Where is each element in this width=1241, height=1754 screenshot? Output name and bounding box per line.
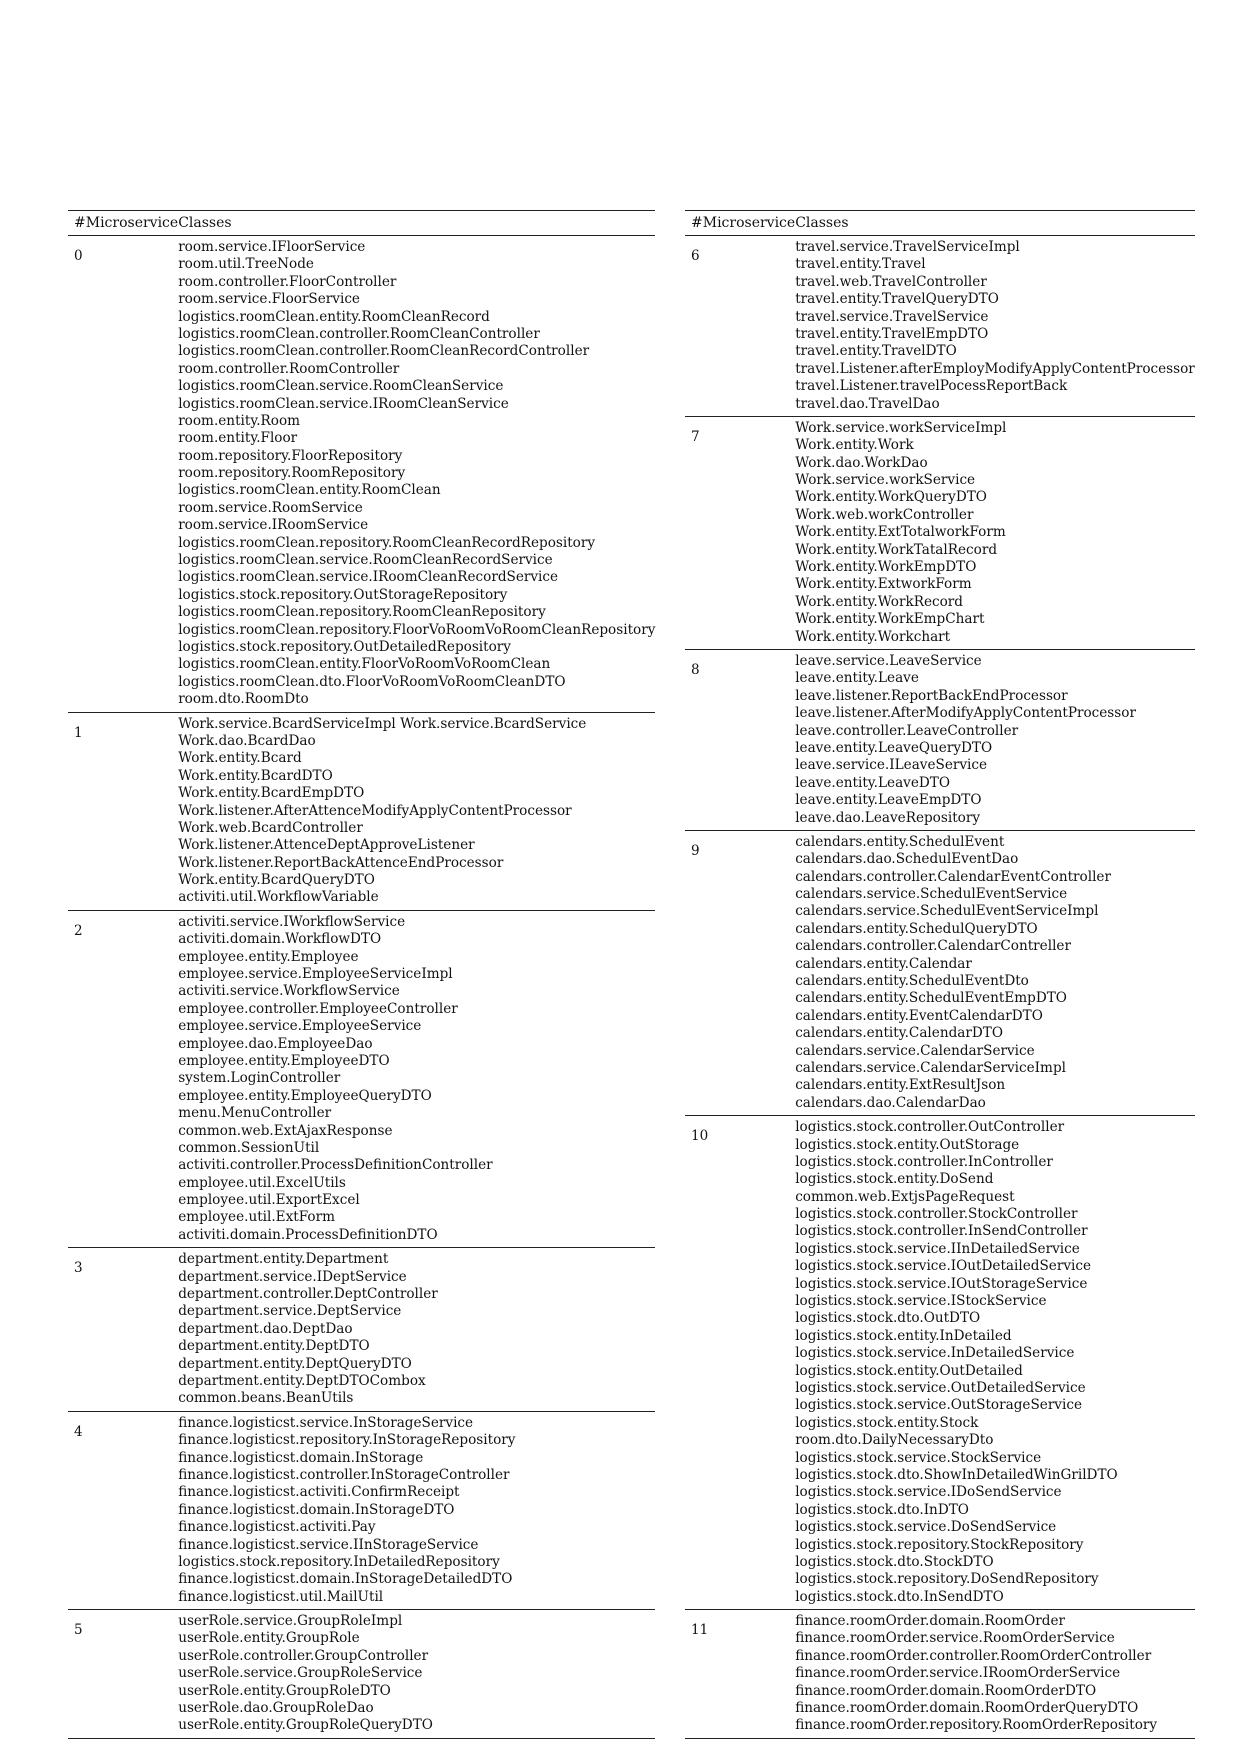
class-name: menu.MenuController bbox=[178, 1105, 332, 1122]
class-name: department.entity.Department bbox=[178, 1251, 389, 1268]
microservice-table-left bbox=[68, 210, 655, 1739]
class-name: Work.listener.ReportBackAttenceEndProcessor bbox=[178, 854, 504, 871]
class-name: leave.dao.LeaveRepository bbox=[795, 809, 981, 826]
microservice-id: 0 bbox=[74, 248, 83, 264]
class-name: Work.dao.WorkDao bbox=[795, 454, 928, 471]
class-name: logistics.stock.service.OutStorageService bbox=[795, 1397, 1082, 1414]
class-name: finance.logisticst.domain.InStorageDetailedDTO bbox=[178, 1571, 513, 1588]
class-name: userRole.entity.GroupRole bbox=[178, 1630, 360, 1647]
class-list bbox=[178, 1411, 655, 1609]
class-name: travel.Listener.afterEmployModifyApplyContentProcessor bbox=[795, 360, 1195, 377]
class-name: calendars.service.CalendarService bbox=[795, 1042, 1035, 1059]
class-list bbox=[178, 1610, 655, 1739]
class-name: room.controller.FloorController bbox=[178, 273, 397, 290]
header-classes: Classes bbox=[178, 215, 232, 231]
microservice-id: 8 bbox=[691, 661, 700, 678]
class-name: room.entity.Room bbox=[178, 412, 301, 429]
class-name: Work.service.workService bbox=[795, 472, 976, 489]
class-name: leave.entity.LeaveDTO bbox=[795, 774, 951, 791]
class-name: logistics.roomClean.service.IRoomCleanService bbox=[178, 395, 509, 412]
microservice-id: 1 bbox=[74, 724, 83, 741]
class-name: userRole.service.GroupRoleImpl bbox=[178, 1613, 403, 1630]
class-name: room.service.IFloorService bbox=[178, 239, 366, 255]
class-name: logistics.roomClean.service.RoomCleanRecordService bbox=[178, 552, 553, 569]
microservice-row bbox=[685, 830, 1195, 1115]
class-name: logistics.stock.controller.OutController bbox=[795, 1119, 1065, 1136]
class-name: activiti.service.WorkflowService bbox=[178, 983, 400, 1000]
class-name: logistics.roomClean.service.RoomCleanService bbox=[178, 378, 504, 395]
class-name: employee.util.ExportExcel bbox=[178, 1192, 360, 1209]
class-name: employee.entity.Employee bbox=[178, 948, 359, 965]
microservice-row bbox=[685, 236, 1195, 417]
microservice-row bbox=[685, 416, 1195, 649]
class-name: logistics.stock.repository.StockRepository bbox=[795, 1536, 1084, 1553]
class-name: system.LoginController bbox=[178, 1070, 341, 1087]
class-name: employee.service.EmployeeService bbox=[178, 1018, 422, 1035]
class-name: logistics.stock.entity.OutDetailed bbox=[795, 1362, 1023, 1379]
class-name: Work.service.BcardServiceImpl Work.service.BcardService bbox=[178, 715, 587, 732]
class-name: userRole.service.GroupRoleService bbox=[178, 1665, 423, 1682]
class-name: logistics.stock.repository.DoSendRepository bbox=[795, 1571, 1099, 1588]
class-name: calendars.service.CalendarServiceImpl bbox=[795, 1059, 1066, 1076]
class-name: travel.entity.TravelQueryDTO bbox=[795, 291, 999, 308]
class-name: logistics.stock.service.DoSendService bbox=[795, 1519, 1057, 1536]
class-list bbox=[178, 910, 655, 1247]
class-name: calendars.entity.SchedulEventEmpDTO bbox=[795, 990, 1067, 1007]
class-name: leave.listener.AfterModifyApplyContentProcessor bbox=[795, 705, 1136, 722]
class-name: logistics.stock.service.OutDetailedService bbox=[795, 1380, 1086, 1396]
class-name: leave.listener.ReportBackEndProcessor bbox=[795, 687, 1068, 704]
class-name: employee.controller.EmployeeController bbox=[178, 1000, 458, 1017]
class-name: logistics.stock.service.IStockService bbox=[795, 1293, 1047, 1310]
microservice-id: 6 bbox=[691, 248, 700, 264]
class-name: calendars.entity.ExtResultJson bbox=[795, 1077, 1006, 1094]
class-name: common.web.ExtAjaxResponse bbox=[178, 1122, 393, 1139]
microservice-id: 5 bbox=[74, 1622, 83, 1639]
class-name: logistics.stock.service.IOutStorageService bbox=[795, 1275, 1088, 1292]
microservice-row bbox=[685, 649, 1195, 830]
class-name: logistics.roomClean.dto.FloorVoRoomVoRoomCleanDTO bbox=[178, 673, 566, 690]
class-name: Work.listener.AfterAttenceModifyApplyContentProcessor bbox=[178, 802, 572, 819]
class-name: calendars.entity.Calendar bbox=[795, 955, 972, 972]
class-name: department.entity.DeptDTO bbox=[178, 1338, 370, 1355]
class-name: finance.roomOrder.domain.RoomOrderDTO bbox=[795, 1682, 1097, 1699]
class-name: employee.util.ExtForm bbox=[178, 1209, 335, 1226]
table-header-row bbox=[68, 211, 655, 236]
class-name: logistics.stock.controller.InSendController bbox=[795, 1223, 1088, 1240]
class-name: common.beans.BeanUtils bbox=[178, 1390, 354, 1407]
class-name: logistics.stock.dto.InDTO bbox=[795, 1501, 969, 1518]
class-name: employee.dao.EmployeeDao bbox=[178, 1035, 373, 1052]
microservice-row bbox=[68, 712, 655, 910]
class-name: calendars.service.SchedulEventService bbox=[795, 886, 1068, 903]
class-name: userRole.entity.GroupRoleDTO bbox=[178, 1682, 391, 1699]
class-name: Work.entity.ExtworkForm bbox=[795, 576, 972, 593]
class-name: calendars.service.SchedulEventServiceImpl bbox=[795, 903, 1099, 920]
class-name: logistics.stock.controller.InController bbox=[795, 1153, 1053, 1170]
class-name: Work.entity.BcardDTO bbox=[178, 767, 333, 784]
microservice-table-right bbox=[685, 210, 1195, 1739]
class-list bbox=[795, 830, 1195, 1115]
microservice-row bbox=[68, 910, 655, 1247]
class-name: logistics.stock.entity.OutStorage bbox=[795, 1136, 1020, 1153]
class-name: logistics.stock.dto.StockDTO bbox=[795, 1553, 994, 1570]
class-name: finance.logisticst.domain.InStorage bbox=[178, 1449, 424, 1466]
class-name: finance.logisticst.service.InStorageService bbox=[178, 1414, 474, 1431]
class-name: logistics.stock.controller.StockController bbox=[795, 1206, 1078, 1223]
class-name: logistics.roomClean.controller.RoomCleanController bbox=[178, 325, 540, 342]
class-name: Work.web.workController bbox=[795, 506, 974, 523]
class-name: finance.logisticst.activiti.ConfirmReceipt bbox=[178, 1484, 460, 1501]
class-name: department.service.IDeptService bbox=[178, 1268, 407, 1285]
class-name: room.service.FloorService bbox=[178, 291, 360, 308]
class-name: calendars.entity.SchedulQueryDTO bbox=[795, 920, 1038, 937]
microservice-id: 10 bbox=[691, 1128, 709, 1145]
class-name: leave.entity.LeaveEmpDTO bbox=[795, 792, 982, 809]
class-name: userRole.controller.GroupController bbox=[178, 1647, 429, 1664]
class-name: common.SessionUtil bbox=[178, 1139, 320, 1156]
microservice-row bbox=[68, 1411, 655, 1609]
class-name: logistics.roomClean.repository.RoomCleanRecordRepository bbox=[178, 534, 596, 551]
class-name: leave.entity.LeaveQueryDTO bbox=[795, 739, 993, 756]
class-name: department.service.DeptService bbox=[178, 1303, 402, 1320]
class-name: logistics.stock.dto.ShowInDetailedWinGrilDTO bbox=[795, 1466, 1118, 1483]
class-name: calendars.dao.SchedulEventDao bbox=[795, 851, 1019, 868]
class-name: room.dto.DailyNecessaryDto bbox=[795, 1432, 994, 1449]
microservice-row bbox=[68, 236, 655, 713]
class-name: room.service.IRoomService bbox=[178, 517, 369, 534]
class-name: logistics.roomClean.entity.FloorVoRoomVoRoomClean bbox=[178, 656, 551, 673]
class-list bbox=[178, 1248, 655, 1412]
class-name: room.service.RoomService bbox=[178, 499, 363, 516]
class-name: logistics.stock.service.IInDetailedService bbox=[795, 1240, 1080, 1257]
class-name: finance.roomOrder.service.IRoomOrderService bbox=[795, 1665, 1121, 1682]
class-name: employee.entity.EmployeeDTO bbox=[178, 1052, 390, 1069]
class-name: logistics.stock.entity.Stock bbox=[795, 1414, 979, 1431]
class-name: logistics.roomClean.controller.RoomCleanRecordController bbox=[178, 343, 590, 360]
class-name: travel.Listener.travelPocessReportBack bbox=[795, 378, 1068, 395]
class-name: logistics.stock.service.InDetailedService bbox=[795, 1345, 1075, 1362]
microservice-row bbox=[685, 1610, 1195, 1739]
class-name: logistics.stock.repository.OutStorageRepository bbox=[178, 586, 508, 603]
class-name: finance.roomOrder.domain.RoomOrderQueryDTO bbox=[795, 1700, 1139, 1717]
class-name: employee.entity.EmployeeQueryDTO bbox=[178, 1087, 432, 1104]
class-list bbox=[795, 236, 1195, 417]
class-name: activiti.service.IWorkflowService bbox=[178, 913, 406, 930]
microservice-id: 3 bbox=[74, 1260, 83, 1277]
class-name: activiti.domain.WorkflowDTO bbox=[178, 931, 382, 948]
class-name: Work.entity.Workchart bbox=[795, 628, 951, 645]
class-list bbox=[795, 416, 1195, 649]
class-name: activiti.domain.ProcessDefinitionDTO bbox=[178, 1226, 438, 1243]
microservice-row bbox=[68, 1248, 655, 1412]
class-name: logistics.stock.service.IOutDetailedService bbox=[795, 1258, 1092, 1275]
class-name: calendars.controller.CalendarEventController bbox=[795, 868, 1111, 885]
class-name: Work.web.BcardController bbox=[178, 819, 363, 836]
class-name: room.repository.RoomRepository bbox=[178, 465, 406, 482]
class-name: finance.logisticst.activiti.Pay bbox=[178, 1519, 376, 1536]
class-name: finance.logisticst.repository.InStorageRepository bbox=[178, 1432, 516, 1449]
class-name: Work.entity.BcardQueryDTO bbox=[178, 872, 375, 889]
class-name: room.util.TreeNode bbox=[178, 256, 314, 273]
table-header-row bbox=[685, 211, 1195, 236]
class-list bbox=[795, 1610, 1195, 1739]
class-name: leave.service.LeaveService bbox=[795, 652, 982, 669]
class-name: activiti.util.WorkflowVariable bbox=[178, 889, 379, 906]
class-name: logistics.roomClean.entity.RoomClean bbox=[178, 482, 441, 499]
class-name: logistics.stock.dto.OutDTO bbox=[795, 1310, 981, 1327]
class-name: finance.roomOrder.controller.RoomOrderController bbox=[795, 1647, 1152, 1664]
class-name: Work.entity.WorkEmpChart bbox=[795, 611, 985, 628]
class-name: room.entity.Floor bbox=[178, 430, 298, 447]
class-name: finance.logisticst.controller.InStorageController bbox=[178, 1466, 510, 1483]
table-body bbox=[685, 236, 1195, 1739]
microservice-id: 4 bbox=[74, 1423, 83, 1440]
class-list bbox=[178, 712, 655, 910]
class-name: department.dao.DeptDao bbox=[178, 1320, 353, 1337]
class-name: logistics.stock.repository.OutDetailedRepository bbox=[178, 638, 511, 655]
class-name: Work.dao.BcardDao bbox=[178, 732, 316, 749]
class-list bbox=[795, 1116, 1195, 1610]
class-name: logistics.stock.service.StockService bbox=[795, 1449, 1042, 1466]
class-name: finance.roomOrder.service.RoomOrderService bbox=[795, 1630, 1115, 1647]
class-name: calendars.entity.SchedulEvent bbox=[795, 833, 1005, 850]
class-name: travel.service.TravelService bbox=[795, 308, 989, 325]
class-name: finance.logisticst.domain.InStorageDTO bbox=[178, 1501, 455, 1518]
class-name: Work.entity.Work bbox=[795, 437, 914, 454]
class-name: Work.entity.WorkQueryDTO bbox=[795, 489, 987, 506]
class-name: travel.entity.TravelEmpDTO bbox=[795, 325, 989, 342]
class-name: calendars.controller.CalendarContreller bbox=[795, 938, 1071, 955]
class-name: finance.roomOrder.repository.RoomOrderRepository bbox=[795, 1717, 1158, 1734]
class-list bbox=[178, 236, 655, 713]
class-name: Work.entity.Bcard bbox=[178, 750, 302, 767]
class-name: travel.web.TravelController bbox=[795, 273, 987, 290]
microservice-row bbox=[685, 1116, 1195, 1610]
class-name: Work.listener.AttenceDeptApproveListener bbox=[178, 837, 475, 854]
header-microservice: #Microservice bbox=[74, 215, 179, 231]
class-name: travel.entity.TravelDTO bbox=[795, 343, 957, 360]
class-name: logistics.stock.dto.InSendDTO bbox=[795, 1588, 1004, 1605]
table-body bbox=[68, 236, 655, 1739]
class-name: Work.entity.WorkEmpDTO bbox=[795, 559, 977, 576]
microservice-id: 11 bbox=[691, 1622, 709, 1639]
class-name: travel.service.TravelServiceImpl bbox=[795, 239, 1020, 255]
class-name: logistics.roomClean.entity.RoomCleanRecord bbox=[178, 308, 490, 325]
class-name: leave.service.ILeaveService bbox=[795, 757, 988, 774]
class-name: department.entity.DeptDTOCombox bbox=[178, 1373, 426, 1389]
class-name: activiti.controller.ProcessDefinitionController bbox=[178, 1157, 493, 1174]
class-name: Work.entity.BcardEmpDTO bbox=[178, 785, 365, 802]
class-name: finance.logisticst.service.IInStorageService bbox=[178, 1536, 479, 1553]
class-list bbox=[795, 649, 1195, 830]
class-name: calendars.entity.SchedulEventDto bbox=[795, 973, 1029, 990]
header-microservice: #Microservice bbox=[691, 215, 796, 231]
class-name: logistics.stock.service.IDoSendService bbox=[795, 1484, 1062, 1501]
class-name: travel.entity.Travel bbox=[795, 256, 926, 273]
class-name: employee.service.EmployeeServiceImpl bbox=[178, 966, 453, 983]
class-name: department.controller.DeptController bbox=[178, 1286, 438, 1303]
microservice-id: 2 bbox=[74, 922, 83, 939]
class-name: Work.entity.WorkTatalRecord bbox=[795, 541, 998, 558]
header-classes: Classes bbox=[795, 215, 849, 231]
class-name: Work.entity.WorkRecord bbox=[795, 593, 963, 610]
class-name: Work.entity.ExtTotalworkForm bbox=[795, 524, 1006, 541]
class-name: employee.util.ExcelUtils bbox=[178, 1174, 346, 1191]
microservice-id: 9 bbox=[691, 842, 700, 859]
class-name: finance.logisticst.util.MailUtil bbox=[178, 1588, 384, 1605]
class-name: room.dto.RoomDto bbox=[178, 691, 309, 708]
class-name: Work.service.workServiceImpl bbox=[795, 419, 1007, 436]
class-name: calendars.entity.EventCalendarDTO bbox=[795, 1007, 1043, 1024]
class-name: logistics.roomClean.service.IRoomCleanRecordService bbox=[178, 569, 559, 586]
microservice-row bbox=[68, 1610, 655, 1739]
class-name: calendars.dao.CalendarDao bbox=[795, 1094, 986, 1111]
class-name: leave.entity.Leave bbox=[795, 670, 919, 687]
microservice-id: 7 bbox=[691, 428, 700, 445]
class-name: travel.dao.TravelDao bbox=[795, 395, 940, 412]
class-name: logistics.stock.repository.InDetailedRepository bbox=[178, 1553, 500, 1570]
class-name: logistics.stock.entity.InDetailed bbox=[795, 1327, 1012, 1344]
class-name: room.controller.RoomController bbox=[178, 360, 400, 377]
class-name: finance.roomOrder.domain.RoomOrder bbox=[795, 1613, 1066, 1630]
class-name: logistics.stock.entity.DoSend bbox=[795, 1171, 994, 1188]
class-name: userRole.dao.GroupRoleDao bbox=[178, 1700, 374, 1717]
class-name: logistics.roomClean.repository.RoomCleanRepository bbox=[178, 604, 546, 621]
class-name: userRole.entity.GroupRoleQueryDTO bbox=[178, 1717, 433, 1734]
class-name: logistics.roomClean.repository.FloorVoRoomVoRoomCleanRepository bbox=[178, 621, 656, 638]
class-name: calendars.entity.CalendarDTO bbox=[795, 1025, 1003, 1042]
class-name: department.entity.DeptQueryDTO bbox=[178, 1355, 412, 1372]
class-name: room.repository.FloorRepository bbox=[178, 447, 403, 464]
class-name: common.web.ExtjsPageRequest bbox=[795, 1188, 1015, 1205]
class-name: leave.controller.LeaveController bbox=[795, 722, 1019, 739]
